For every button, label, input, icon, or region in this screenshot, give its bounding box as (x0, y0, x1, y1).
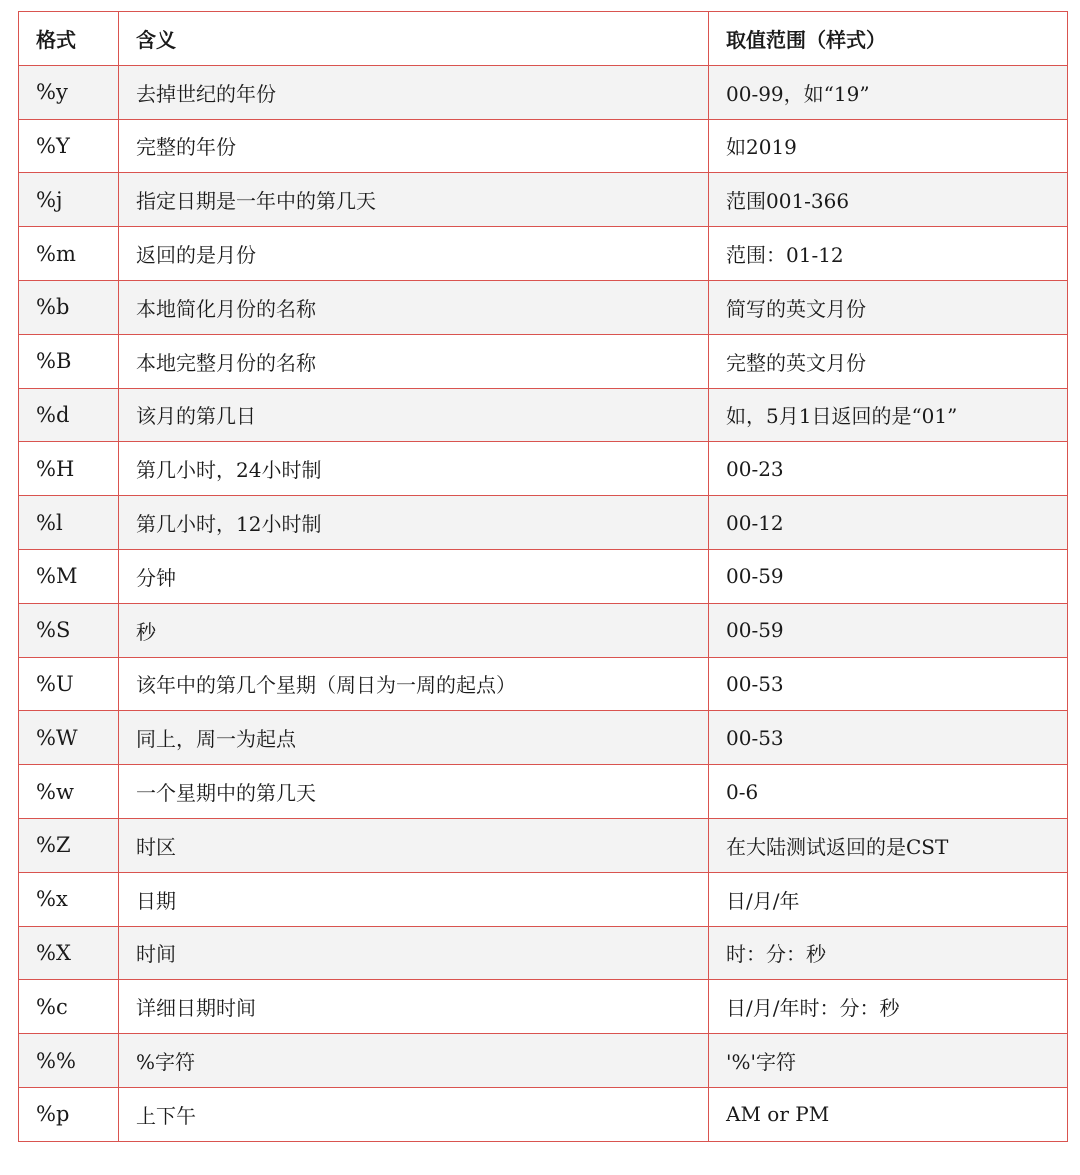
table-row (19, 711, 1068, 765)
table-row (19, 1087, 1068, 1141)
cell-range: 00-59 (709, 603, 1068, 657)
cell-range: 时：分：秒 (709, 926, 1068, 980)
cell-format: %B (19, 334, 119, 388)
cell-format: %c (19, 980, 119, 1034)
cell-meaning: 分钟 (119, 549, 709, 603)
cell-format: %x (19, 872, 119, 926)
table-row (19, 765, 1068, 819)
cell-range: 日/月/年时：分：秒 (709, 980, 1068, 1034)
cell-range: 如2019 (709, 119, 1068, 173)
table-row (19, 603, 1068, 657)
cell-range: 完整的英文月份 (709, 334, 1068, 388)
cell-meaning: 秒 (119, 603, 709, 657)
table-row (19, 119, 1068, 173)
cell-meaning: 一个星期中的第几天 (119, 765, 709, 819)
cell-meaning: 时区 (119, 818, 709, 872)
table-row (19, 388, 1068, 442)
cell-range: 范围：01-12 (709, 227, 1068, 281)
cell-meaning: 指定日期是一年中的第几天 (119, 173, 709, 227)
cell-format: %l (19, 496, 119, 550)
format-table-container (18, 11, 1067, 1142)
cell-format: %M (19, 549, 119, 603)
cell-format: %d (19, 388, 119, 442)
cell-range: 00-53 (709, 711, 1068, 765)
table-row (19, 65, 1068, 119)
cell-meaning: 该年中的第几个星期（周日为一周的起点） (119, 657, 709, 711)
cell-format: %b (19, 280, 119, 334)
cell-meaning: 该月的第几日 (119, 388, 709, 442)
cell-range: 如，5月1日返回的是“01” (709, 388, 1068, 442)
table-row (19, 280, 1068, 334)
cell-format: %y (19, 65, 119, 119)
table-row (19, 1034, 1068, 1088)
cell-format: %w (19, 765, 119, 819)
cell-meaning: 同上，周一为起点 (119, 711, 709, 765)
cell-meaning: 第几小时，12小时制 (119, 496, 709, 550)
table-row (19, 818, 1068, 872)
cell-format: %m (19, 227, 119, 281)
cell-format: %% (19, 1034, 119, 1088)
table-body (19, 65, 1068, 1141)
cell-format: %X (19, 926, 119, 980)
cell-range: 00-99，如“19” (709, 65, 1068, 119)
datetime-format-table (18, 11, 1068, 1142)
header-format: 格式 (19, 12, 119, 66)
cell-range: 0-6 (709, 765, 1068, 819)
cell-range: AM or PM (709, 1087, 1068, 1141)
cell-range: 00-12 (709, 496, 1068, 550)
cell-meaning: 日期 (119, 872, 709, 926)
table-header (19, 12, 1068, 66)
table-row (19, 872, 1068, 926)
cell-meaning: %字符 (119, 1034, 709, 1088)
cell-meaning: 详细日期时间 (119, 980, 709, 1034)
table-row (19, 980, 1068, 1034)
cell-range: 日/月/年 (709, 872, 1068, 926)
cell-meaning: 时间 (119, 926, 709, 980)
cell-range: 00-59 (709, 549, 1068, 603)
cell-format: %p (19, 1087, 119, 1141)
cell-meaning: 返回的是月份 (119, 227, 709, 281)
cell-meaning: 完整的年份 (119, 119, 709, 173)
cell-meaning: 本地简化月份的名称 (119, 280, 709, 334)
cell-range: 00-53 (709, 657, 1068, 711)
cell-format: %Z (19, 818, 119, 872)
cell-range: '%'字符 (709, 1034, 1068, 1088)
cell-range: 范围001-366 (709, 173, 1068, 227)
table-row (19, 657, 1068, 711)
cell-meaning: 第几小时，24小时制 (119, 442, 709, 496)
table-row (19, 227, 1068, 281)
table-row (19, 442, 1068, 496)
cell-range: 简写的英文月份 (709, 280, 1068, 334)
cell-meaning: 本地完整月份的名称 (119, 334, 709, 388)
table-row (19, 334, 1068, 388)
cell-format: %S (19, 603, 119, 657)
header-range: 取值范围（样式） (709, 12, 1068, 66)
cell-range: 00-23 (709, 442, 1068, 496)
cell-range: 在大陆测试返回的是CST (709, 818, 1068, 872)
cell-meaning: 去掉世纪的年份 (119, 65, 709, 119)
cell-format: %W (19, 711, 119, 765)
table-row (19, 496, 1068, 550)
table-row (19, 173, 1068, 227)
cell-format: %j (19, 173, 119, 227)
cell-format: %H (19, 442, 119, 496)
cell-format: %Y (19, 119, 119, 173)
header-meaning: 含义 (119, 12, 709, 66)
cell-meaning: 上下午 (119, 1087, 709, 1141)
table-row (19, 926, 1068, 980)
header-row (19, 12, 1068, 66)
cell-format: %U (19, 657, 119, 711)
table-row (19, 549, 1068, 603)
